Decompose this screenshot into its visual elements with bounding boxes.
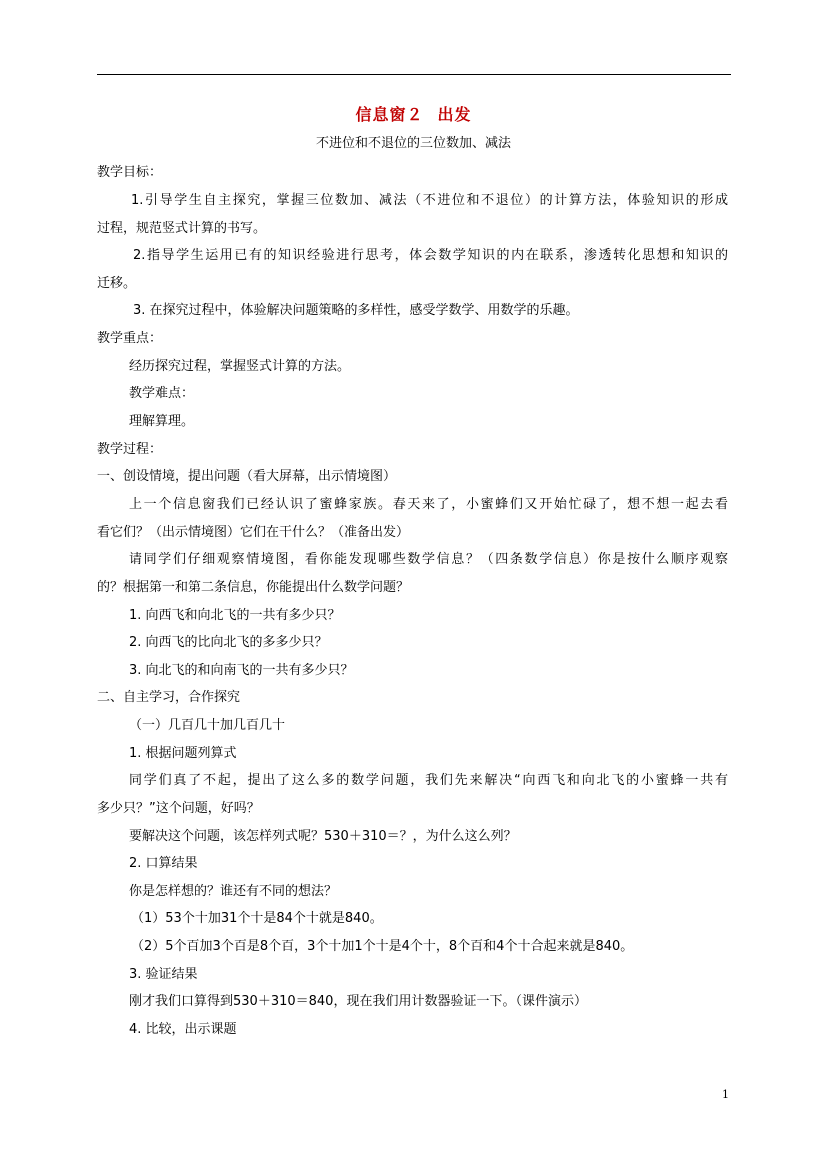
- text-line: （2）5个百加3个百是8个百，3个十加1个十是4个十，8个百和4个十合起来就是840。: [131, 939, 634, 954]
- text-line: 经历探究过程，掌握竖式计算的方法。: [129, 359, 351, 374]
- text-line: 教学目标：: [97, 165, 163, 180]
- text-line: 教学重点：: [97, 331, 163, 346]
- text-line: 的？根据第一和第二条信息，你能提出什么数学问题？: [97, 580, 410, 595]
- text-line: 多少只？”这个问题，好吗？: [97, 801, 260, 816]
- text-line: 3. 向北飞的和向南飞的一共有多少只？: [129, 663, 354, 678]
- text-line: 过程，规范竖式计算的书写。: [97, 221, 267, 236]
- text-line: 1. 向西飞和向北飞的一共有多少只？: [129, 608, 341, 623]
- text-line: 2.指导学生运用已有的知识经验进行思考，体会数学知识的内在联系，渗透转化思想和知识的: [133, 248, 728, 263]
- page-number: 1: [722, 1088, 729, 1101]
- text-line: 3. 验证结果: [129, 967, 198, 982]
- header-rule: [97, 74, 731, 75]
- text-line: 1.引导学生自主探究，掌握三位数加、减法（不进位和不退位）的计算方法，体验知识的形成: [131, 193, 728, 208]
- text-line: 同学们真了不起，提出了这么多的数学问题，我们先来解决“向西飞和向北飞的小蜜蜂一共有: [129, 773, 728, 788]
- text-line: 2. 口算结果: [129, 856, 198, 871]
- text-line: （一）几百几十加几百几十: [129, 718, 286, 733]
- text-line: 教学过程：: [97, 442, 163, 457]
- text-line: 你是怎样想的？谁还有不同的想法？: [129, 884, 338, 899]
- text-line: （1）53个十加31个十是84个十就是840。: [131, 911, 383, 926]
- text-line: 刚才我们口算得到530＋310＝840，现在我们用计数器验证一下。（课件演示）: [129, 994, 587, 1009]
- text-line: 4. 比较，出示课题: [129, 1022, 237, 1037]
- text-line: 3. 在探究过程中，体验解决问题策略的多样性，感受学数学、用数学的乐趣。: [133, 303, 579, 318]
- text-line: 看它们？（出示情境图）它们在干什么？（准备出发）: [97, 525, 410, 540]
- text-line: 要解决这个问题，该怎样列式呢？530＋310＝？，为什么这么列？: [129, 829, 517, 844]
- text-line: 1. 根据问题列算式: [129, 746, 237, 761]
- text-line: 教学难点：: [129, 386, 195, 401]
- title-part2: 出发: [437, 105, 472, 124]
- text-line: 理解算理。: [129, 414, 195, 429]
- text-line: 上一个信息窗我们已经认识了蜜蜂家族。春天来了，小蜜蜂们又开始忙碌了，想不想一起去看: [129, 497, 728, 512]
- text-line: 2. 向西飞的比向北飞的多多少只？: [129, 635, 328, 650]
- text-line: 请同学们仔细观察情境图，看你能发现哪些数学信息？（四条数学信息）你是按什么顺序观察: [129, 552, 728, 567]
- title-part1: 信息窗２: [355, 105, 424, 124]
- page-title: [0, 104, 827, 126]
- text-line: 迁移。: [97, 276, 137, 291]
- text-line: 一、创设情境，提出问题（看大屏幕，出示情境图）: [97, 469, 397, 484]
- page-subtitle: 不进位和不退位的三位数加、减法: [315, 136, 511, 151]
- text-line: 二、自主学习，合作探究: [97, 690, 241, 705]
